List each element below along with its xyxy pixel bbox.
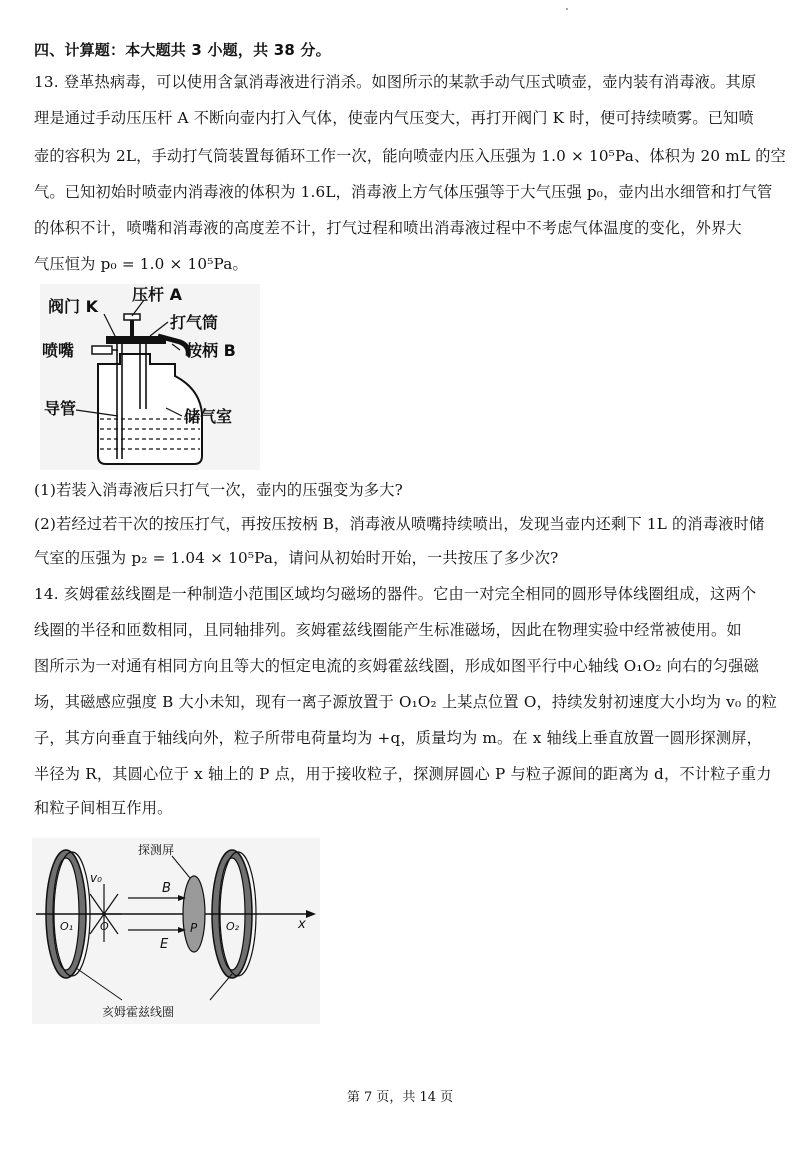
q13-line-3: 壶的容积为 2L，手动打气筒装置每循环工作一次，能向喷壶内压入压强为 1.0 × 10⁵Pa、体积为 20 mL 的空	[34, 147, 786, 165]
label-tube: 导管	[44, 399, 77, 418]
label-O: O	[100, 920, 109, 933]
q13-line-4: 气。已知初始时喷壶内消毒液的体积为 1.6L，消毒液上方气体压强等于大气压强 p₀，壶内出水细管和打气管	[34, 183, 773, 201]
label-v0: v₀	[90, 871, 102, 885]
section-title: 四、计算题：本大题共 3 小题，共 38 分。	[34, 41, 331, 59]
label-B: B	[162, 881, 171, 896]
q13-line-5: 的体积不计，喷嘴和消毒液的高度差不计，打气过程和喷出消毒液过程中不考虑气体温度的变化，外界大	[34, 219, 742, 237]
label-handle: 按柄 B	[186, 341, 236, 360]
q14-line-7: 和粒子间相互作用。	[34, 799, 173, 817]
q14-line-2: 线圈的半径和匝数相同，且同轴排列。亥姆霍兹线圈能产生标准磁场，因此在物理实验中经常被使用。如	[34, 621, 742, 639]
q13-sub-2-line-1: (2)若经过若干次的按压打气，再按压按柄 B，消毒液从喷嘴持续喷出，发现当壶内还剩下 1L 的消毒液时储	[34, 515, 765, 533]
q14-line-5: 子，其方向垂直于轴线向外，粒子所带电荷量均为 +q，质量均为 m。在 x 轴线上垂直放置一圆形探测屏，	[34, 729, 762, 747]
page-footer: 第 7 页，共 14 页	[346, 1090, 454, 1105]
label-nozzle: 喷嘴	[42, 341, 75, 360]
q14-line-6: 半径为 R，其圆心位于 x 轴上的 P 点，用于接收粒子，探测屏圆心 P 与粒子源间的距离为 d，不计粒子重力	[34, 765, 772, 783]
q14-line-1: 14. 亥姆霍兹线圈是一种制造小范围区域均匀磁场的器件。它由一对完全相同的圆形导体线圈组成，这两个	[34, 585, 757, 603]
label-P: P	[190, 921, 198, 935]
label-O1: O₁	[60, 920, 74, 933]
q13-sub-2-line-2: 气室的压强为 p₂ = 1.04 × 10⁵Pa，请问从初始时开始，一共按压了多少次?	[34, 549, 559, 567]
q13-line-2: 理是通过手动压压杆 A 不断向壶内打入气体，使壶内气压变大，再打开阀门 K 时，便可持续喷雾。已知喷	[34, 109, 754, 127]
label-chamber: 储气室	[184, 407, 233, 426]
label-E: E	[160, 937, 169, 952]
label-rod: 压杆 A	[132, 285, 182, 304]
label-valve: 阀门 K	[48, 297, 98, 316]
helmholtz-figure	[32, 838, 320, 1024]
label-x: x	[298, 917, 306, 932]
label-pump: 打气筒	[170, 313, 219, 332]
label-O2: O₂	[226, 920, 240, 933]
q13-line-6: 气压恒为 p₀ = 1.0 × 10⁵Pa。	[34, 255, 248, 273]
label-coil: 亥姆霍兹线圈	[102, 1005, 175, 1019]
q14-line-3: 图所示为一对通有相同方向且等大的恒定电流的亥姆霍兹线圈，形成如图平行中心轴线 O₁O₂ 向右的匀强磁	[34, 657, 759, 675]
q13-sub-1: (1)若装入消毒液后只打气一次，壶内的压强变为多大?	[34, 481, 403, 499]
scan-speck	[566, 8, 568, 10]
label-screen: 探测屏	[138, 843, 175, 857]
q14-line-4: 场，其磁感应强度 B 大小未知，现有一离子源放置于 O₁O₂ 上某点位置 O，持续发射初速度大小均为 v₀ 的粒	[34, 693, 778, 711]
sprayer-figure	[40, 284, 260, 470]
q13-line-1: 13. 登革热病毒，可以使用含氯消毒液进行消杀。如图所示的某款手动气压式喷壶，壶内装有消毒液。其原	[34, 73, 757, 91]
